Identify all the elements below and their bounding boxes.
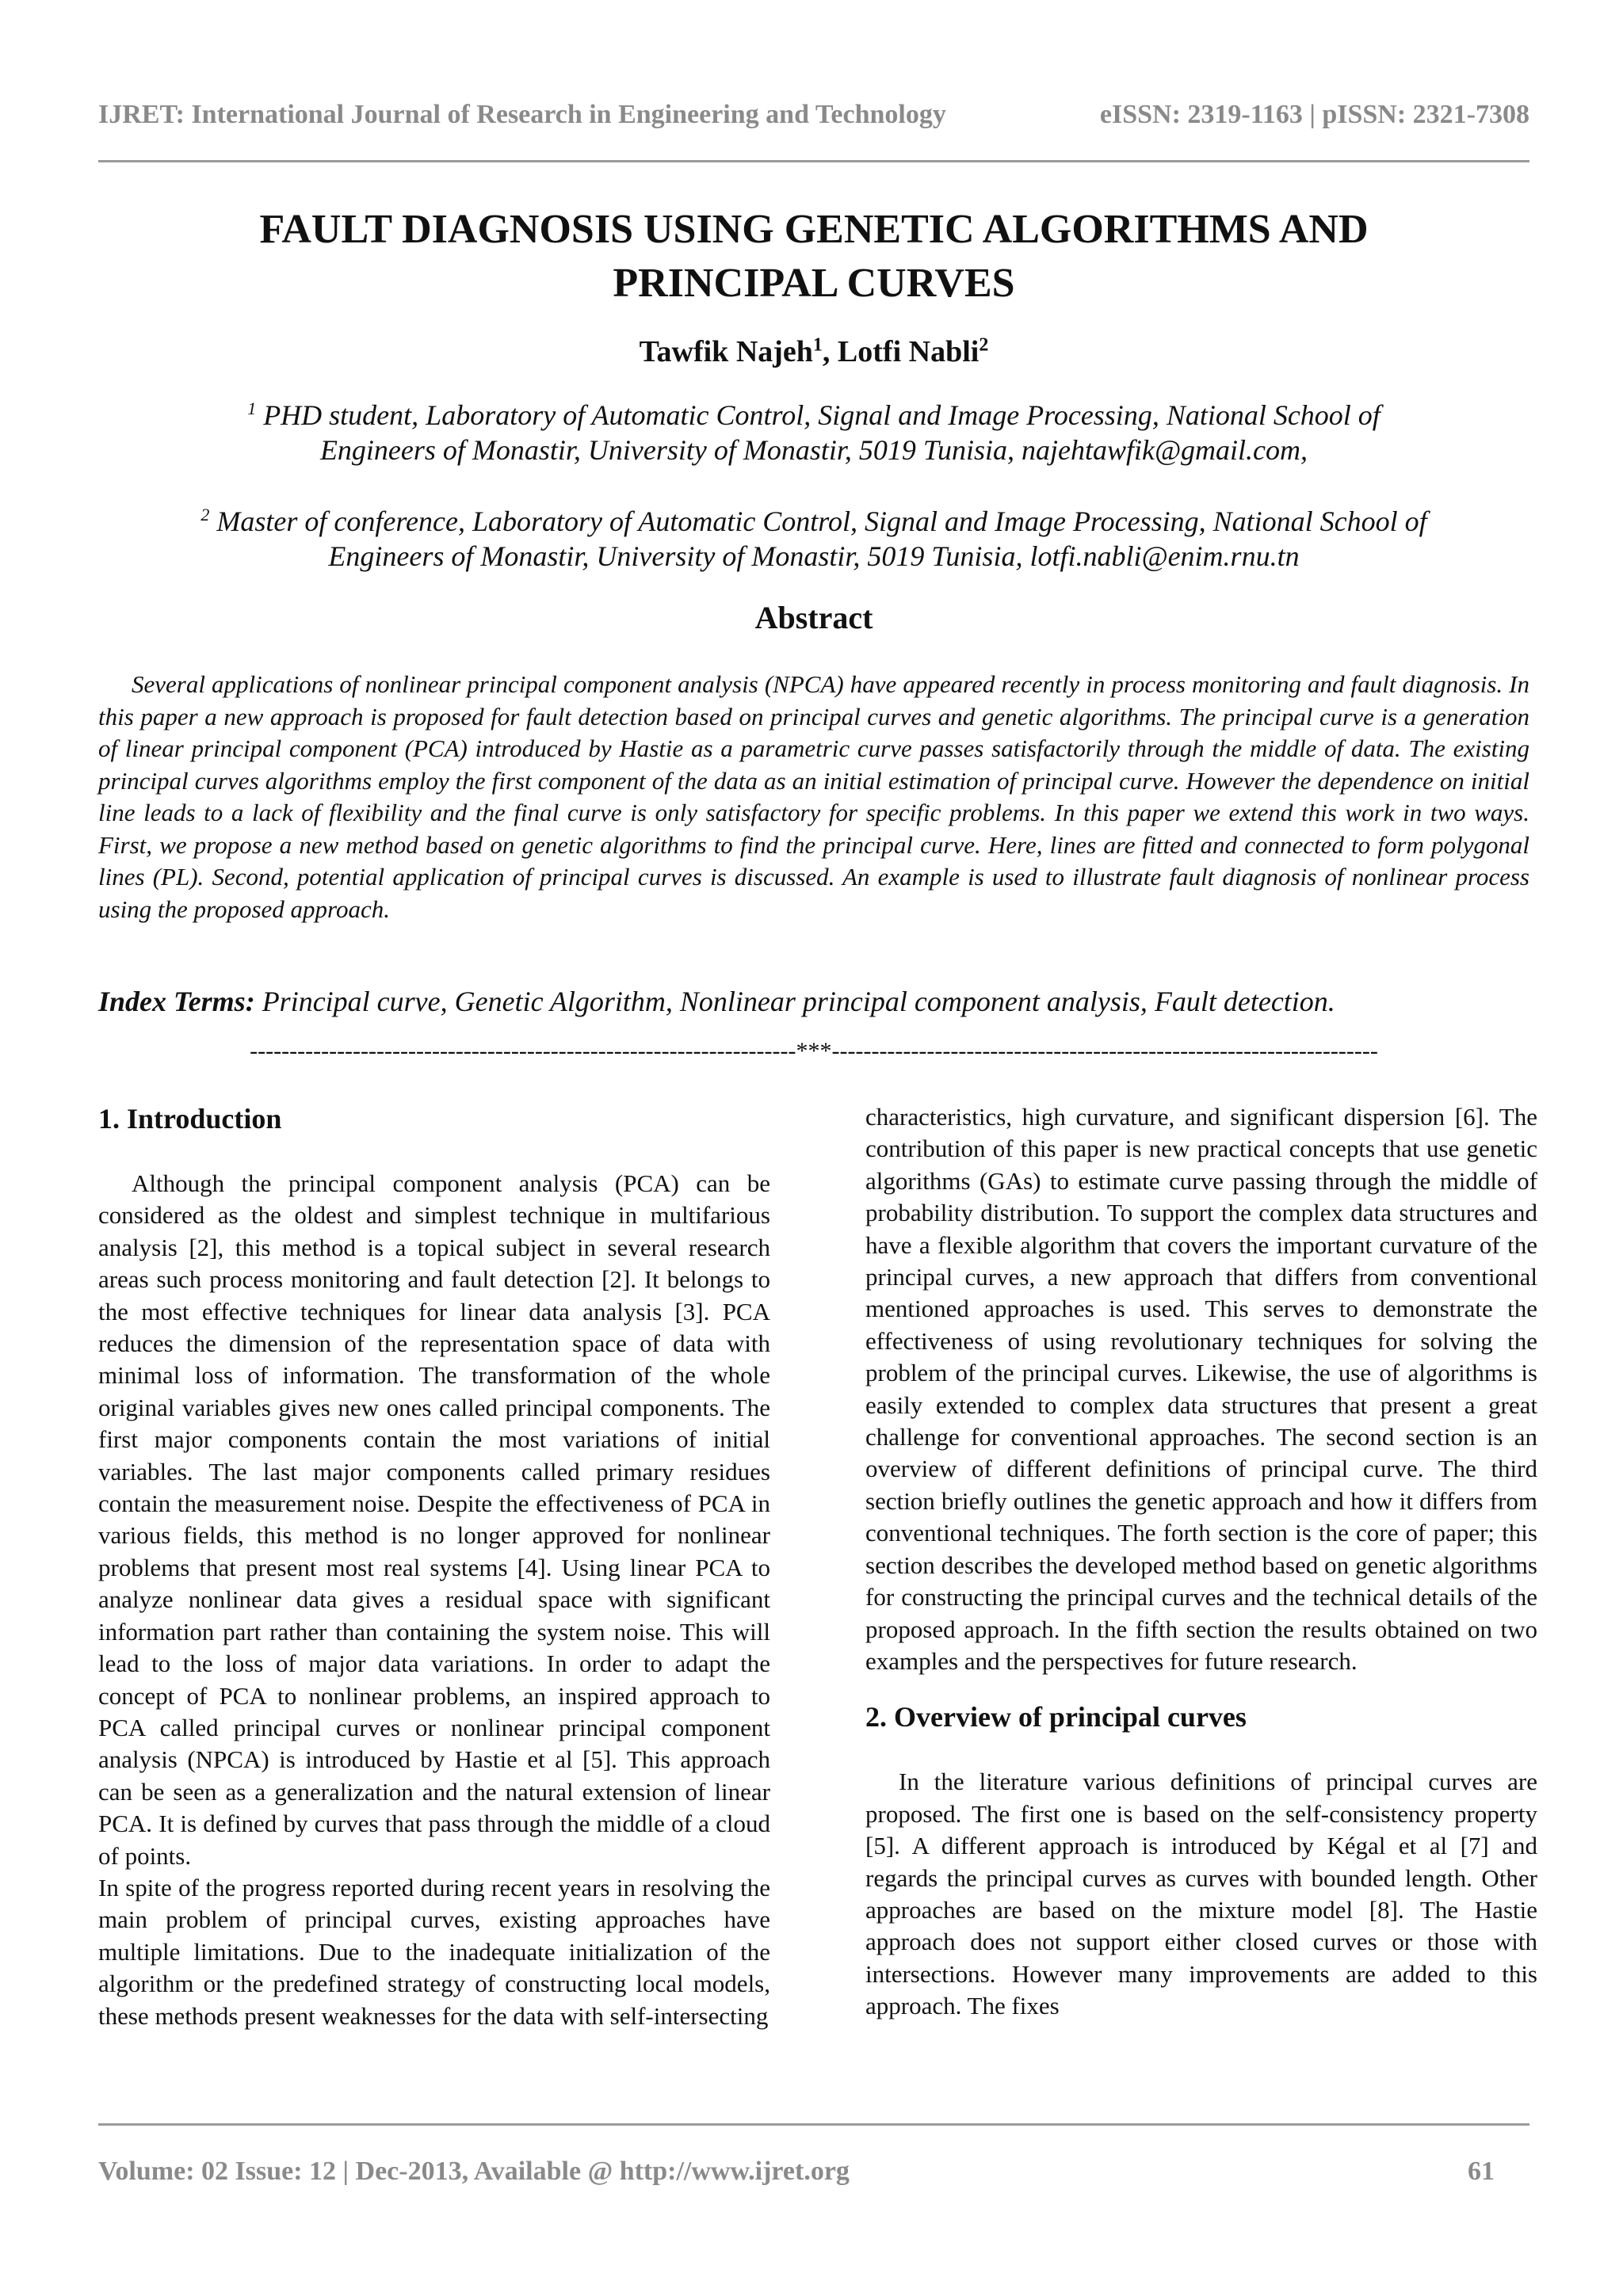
left-column (98, 1101, 770, 2032)
authors (98, 334, 1529, 369)
right-column (865, 1101, 1537, 2023)
section-separator: ---------------------------------------------------------------------***--------------------------------------------------------------------- (250, 1038, 1378, 1064)
abstract-heading: Abstract (754, 600, 873, 635)
affiliation-1-line-1: PHD student, Laboratory of Automatic Control, Signal and Image Processing, National School of (256, 399, 1381, 431)
author-separator: , (822, 335, 838, 368)
affiliation-2-line-2: Engineers of Monastir, University of Monastir, 5019 Tunisia, lotfi.nabli@enim.rnu.tn (328, 540, 1300, 572)
header-rule (98, 160, 1529, 162)
affiliation-1 (98, 391, 1529, 467)
affiliation-2-line-1: Master of conference, Laboratory of Automatic Control, Signal and Image Processing, National School of (209, 505, 1427, 537)
section-1-heading: 1. Introduction (98, 1103, 282, 1135)
title-line-2: PRINCIPAL CURVES (613, 261, 1015, 306)
section-2-heading: 2. Overview of principal curves (865, 1701, 1247, 1733)
author-1-superscript: 1 (812, 334, 823, 356)
footer-volume: Volume: 02 Issue: 12 | Dec-2013, Available @ http://www.ijret.org (98, 2157, 850, 2186)
running-header-issn: eISSN: 2319-1163 | pISSN: 2321-7308 (1099, 100, 1529, 129)
intro-paragraph-2: In spite of the progress reported during recent years in resolving the main problem of principal curves, existing approaches have multiple limitations. Due to the inadequate initialization of the algorithm or the predefined strategy of constructing local models, these methods present weaknesses for the data with self-intersecting (98, 1873, 770, 2030)
author-2-superscript: 2 (979, 334, 989, 356)
overview-paragraph-1: In the literature various definitions of principal curves are proposed. The first one is based on the self-consistency property [5]. A different approach is introduced by Kégal et al [7] and regards the principal curves as curves with bounded length. Other approaches are based on the mixture model [8]. The Hastie approach does not support either closed curves or those with intersections. However many improvements are added to this approach. The fixes (865, 1768, 1537, 2020)
affiliation-1-line-2: Engineers of Monastir, University of Monastir, 5019 Tunisia, najehtawfik@gmail.com, (319, 434, 1308, 466)
intro-paragraph-1: Although the principal component analysis (PCA) can be considered as the oldest and simplest technique in multifarious analysis [2], this method is a topical subject in several research areas such process monitoring and fault detection [2]. It belongs to the most effective techniques for linear data analysis [3]. PCA reduces the dimension of the representation space of data with minimal loss of information. The transformation of the whole original variables gives new ones called principal components. The first major components contain the most variations of initial variables. The last major components called primary residues contain the measurement noise. Despite the effectiveness of PCA in various fields, this method is no longer approved for nonlinear problems that present most real systems [4]. Using linear PCA to analyze nonlinear data gives a residual space with significant information part rather than containing the system noise. This will lead to the loss of major data variations. In order to adapt the concept of PCA to nonlinear problems, an inspired approach to PCA called principal curves or nonlinear principal component analysis (NPCA) is introduced by Hastie et al [5]. This approach can be seen as a generalization and the natural extension of linear PCA. It is defined by curves that pass through the middle of a cloud of points. (98, 1169, 770, 1870)
affiliation-2-superscript: 2 (200, 505, 210, 524)
title-line-1: FAULT DIAGNOSIS USING GENETIC ALGORITHMS AND (259, 207, 1369, 252)
page-number: 61 (1468, 2157, 1495, 2186)
index-terms (98, 984, 1529, 1019)
affiliation-2 (98, 498, 1529, 574)
author-1: Tawfik Najeh (639, 335, 813, 368)
running-header-journal: IJRET: International Journal of Research in Engineering and Technology (98, 100, 946, 129)
index-terms-text: Principal curve, Genetic Algorithm, Nonlinear principal component analysis, Fault detection. (254, 986, 1335, 1017)
index-terms-label: Index Terms: (98, 986, 255, 1017)
author-2: Lotfi Nabli (837, 335, 980, 368)
paper-title (98, 203, 1529, 311)
intro-paragraph-3: characteristics, high curvature, and significant dispersion [6]. The contribution of this paper is new practical concepts that use genetic algorithms (GAs) to estimate curve passing through the middle of probability distribution. To support the complex data structures and have a flexible algorithm that covers the important curvature of the principal curves, a new approach that differs from conventional mentioned approaches is used. This serves to demonstrate the effectiveness of using revolutionary techniques for solving the problem of the principal curves. Likewise, the use of algorithms is easily extended to complex data structures that present a great challenge for conventional approaches. The second section is an overview of different definitions of principal curve. The third section briefly outlines the genetic approach and how it differs from conventional techniques. The forth section is the core of paper; this section describes the developed method based on genetic algorithms for constructing the principal curves and the technical details of the proposed approach. In the fifth section the results obtained on two examples and the perspectives for future research. (865, 1103, 1537, 1675)
abstract-text: Several applications of nonlinear principal component analysis (NPCA) have appeared recently in process monitoring and fault diagnosis. In this paper a new approach is proposed for fault detection based on principal curves and genetic algorithms. The principal curve is a generation of linear principal component (PCA) introduced by Hastie as a parametric curve passes satisfactorily through the middle of data. The existing principal curves algorithms employ the first component of the data as an initial estimation of principal curve. However the dependence on initial line leads to a lack of flexibility and the final curve is only satisfactory for specific problems. In this paper we extend this work in two ways. First, we propose a new method based on genetic algorithms to find the principal curve. Here, lines are fitted and connected to form polygonal lines (PL). Second, potential application of principal curves is discussed. An example is used to illustrate fault diagnosis of nonlinear process using the proposed approach. (98, 670, 1529, 923)
affiliation-1-superscript: 1 (247, 399, 257, 418)
footer-rule (98, 2123, 1529, 2126)
